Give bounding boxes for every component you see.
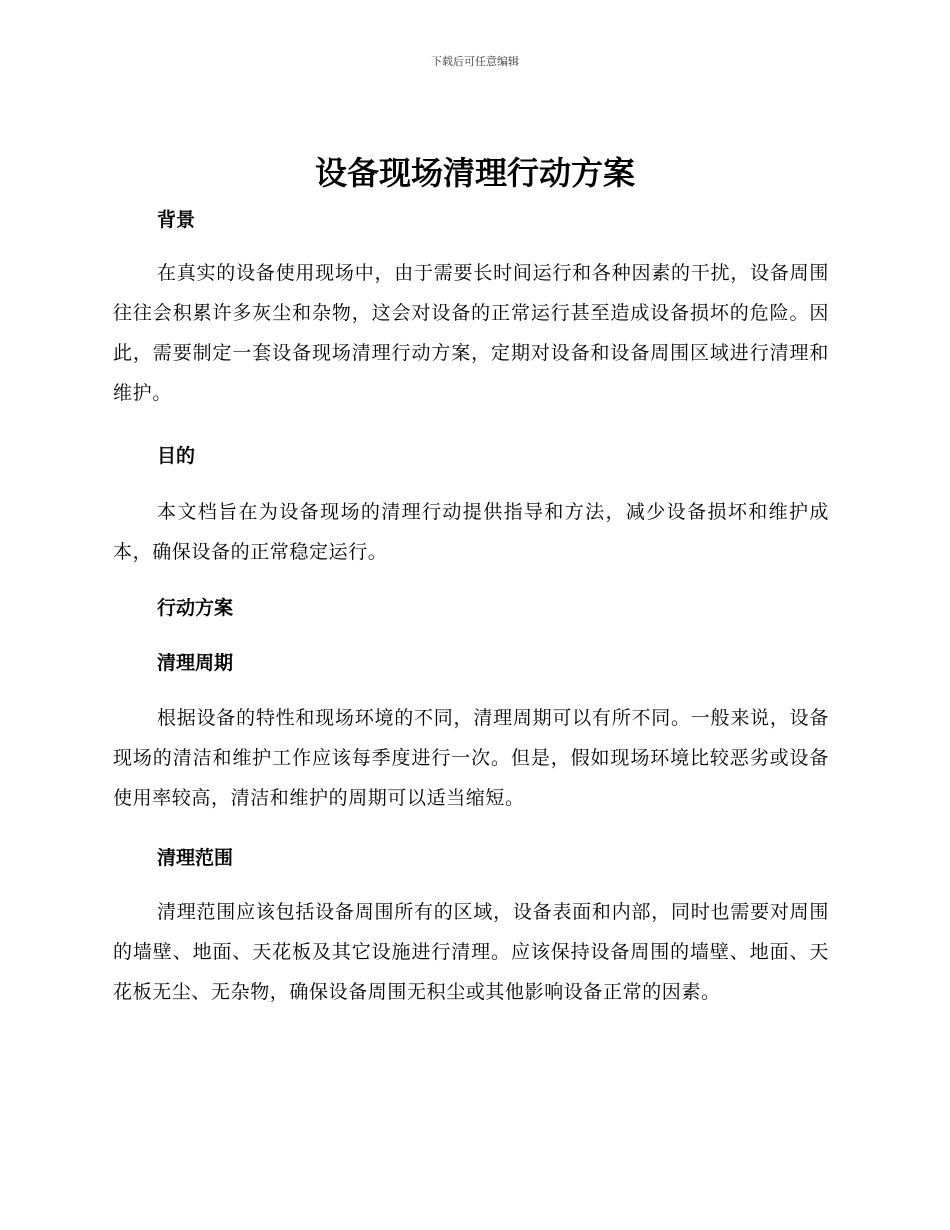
page-header-note: 下载后可任意编辑 [431,55,519,68]
section-text-scope: 清理范围应该包括设备周围所有的区域，设备表面和内部，同时也需要对周围的墙壁、地面、天花板及其它设施进行清理。应该保持设备周围的墙壁、地面、天花板无尘、无杂物，确保设备周围无积尘或其他影响设备正常的因素。 [113,901,829,1003]
document-title: 设备现场清理行动方案 [314,154,635,192]
section-heading-scope: 清理范围 [157,847,234,869]
section-heading-cycle: 清理周期 [157,652,234,674]
section-text-background: 在真实的设备使用现场中，由于需要长时间运行和各种因素的干扰，设备周围往往会积累许多灰尘和杂物，这会对设备的正常运行甚至造成设备损坏的危险。因此，需要制定一套设备现场清理行动方案，定期对设备和设备周围区域进行清理和维护。 [113,262,829,404]
section-heading-background: 背景 [157,209,196,231]
section-heading-plan: 行动方案 [157,597,234,619]
section-heading-purpose: 目的 [157,445,196,467]
section-text-purpose: 本文档旨在为设备现场的清理行动提供指导和方法，减少设备损坏和维护成本，确保设备的正常稳定运行。 [113,501,829,563]
section-text-cycle: 根据设备的特性和现场环境的不同，清理周期可以有所不同。一般来说，设备现场的清洁和维护工作应该每季度进行一次。但是，假如现场环境比较恶劣或设备使用率较高，清洁和维护的周期可以适当缩短。 [113,707,829,809]
